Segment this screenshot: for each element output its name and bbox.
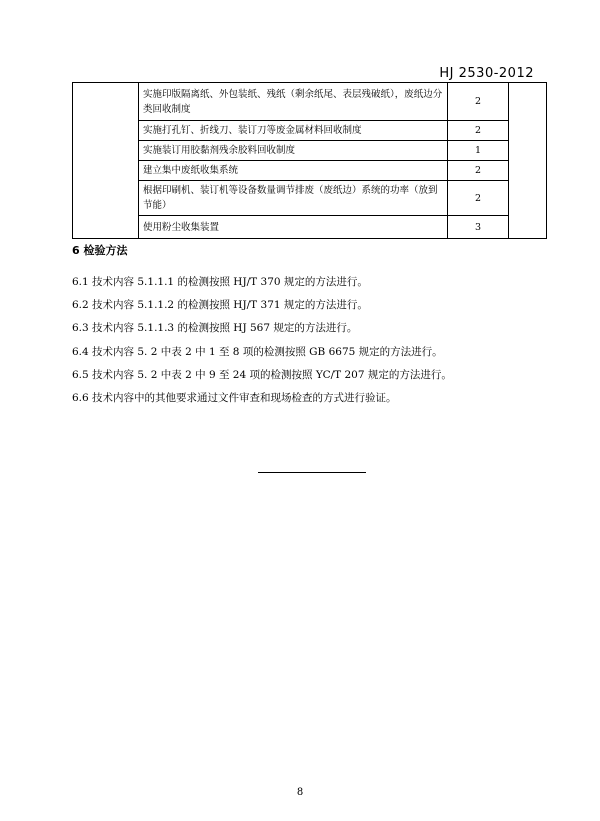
score-cell: 2 <box>448 83 509 121</box>
merged-tail-cell <box>509 83 547 239</box>
item-cell: 建立集中废纸收集系统 <box>139 161 448 181</box>
item-cell: 实施印版隔离纸、外包装纸、残纸（剩余纸尾、表层残破纸），废纸边分类回收制度 <box>139 83 448 121</box>
item-cell: 实施装订用胶黏剂残余胶料回收制度 <box>139 141 448 161</box>
table-row <box>73 216 547 239</box>
table-row <box>73 121 547 141</box>
merged-category-cell <box>73 83 139 239</box>
page-number: 8 <box>296 787 304 798</box>
paragraph-6-2: 6.2 技术内容 5.1.1.2 的检测按照 HJ/T 371 规定的方法进行。 <box>72 299 368 311</box>
end-rule <box>258 472 366 473</box>
item-cell: 根据印刷机、装订机等设备数量调节排废（废纸边）系统的功率（放到节能） <box>139 181 448 216</box>
section-title: 6 检验方法 <box>72 244 128 257</box>
table-row <box>73 83 547 121</box>
paragraph-6-5: 6.5 技术内容 5. 2 中表 2 中 9 至 24 项的检测按照 YC/T 207 规定的方法进行。 <box>72 369 452 381</box>
score-cell: 3 <box>448 216 509 239</box>
paragraph-6-4: 6.4 技术内容 5. 2 中表 2 中 1 至 8 项的检测按照 GB 6675 规定的方法进行。 <box>72 346 443 358</box>
requirements-table <box>72 82 547 239</box>
paragraph-6-3: 6.3 技术内容 5.1.1.3 的检测按照 HJ 567 规定的方法进行。 <box>72 322 358 334</box>
score-cell: 2 <box>448 161 509 181</box>
score-cell: 2 <box>448 181 509 216</box>
table-row <box>73 161 547 181</box>
paragraph-6-6: 6.6 技术内容中的其他要求通过文件审查和现场检查的方式进行验证。 <box>72 392 397 404</box>
table-row <box>73 181 547 216</box>
score-cell: 2 <box>448 121 509 141</box>
standard-number: HJ 2530-2012 <box>439 66 534 81</box>
score-cell: 1 <box>448 141 509 161</box>
item-cell: 使用粉尘收集装置 <box>139 216 448 239</box>
table-row <box>73 141 547 161</box>
paragraph-6-1: 6.1 技术内容 5.1.1.1 的检测按照 HJ/T 370 规定的方法进行。 <box>72 276 368 288</box>
item-cell: 实施打孔钉、折线刀、装订刀等废金属材料回收制度 <box>139 121 448 141</box>
